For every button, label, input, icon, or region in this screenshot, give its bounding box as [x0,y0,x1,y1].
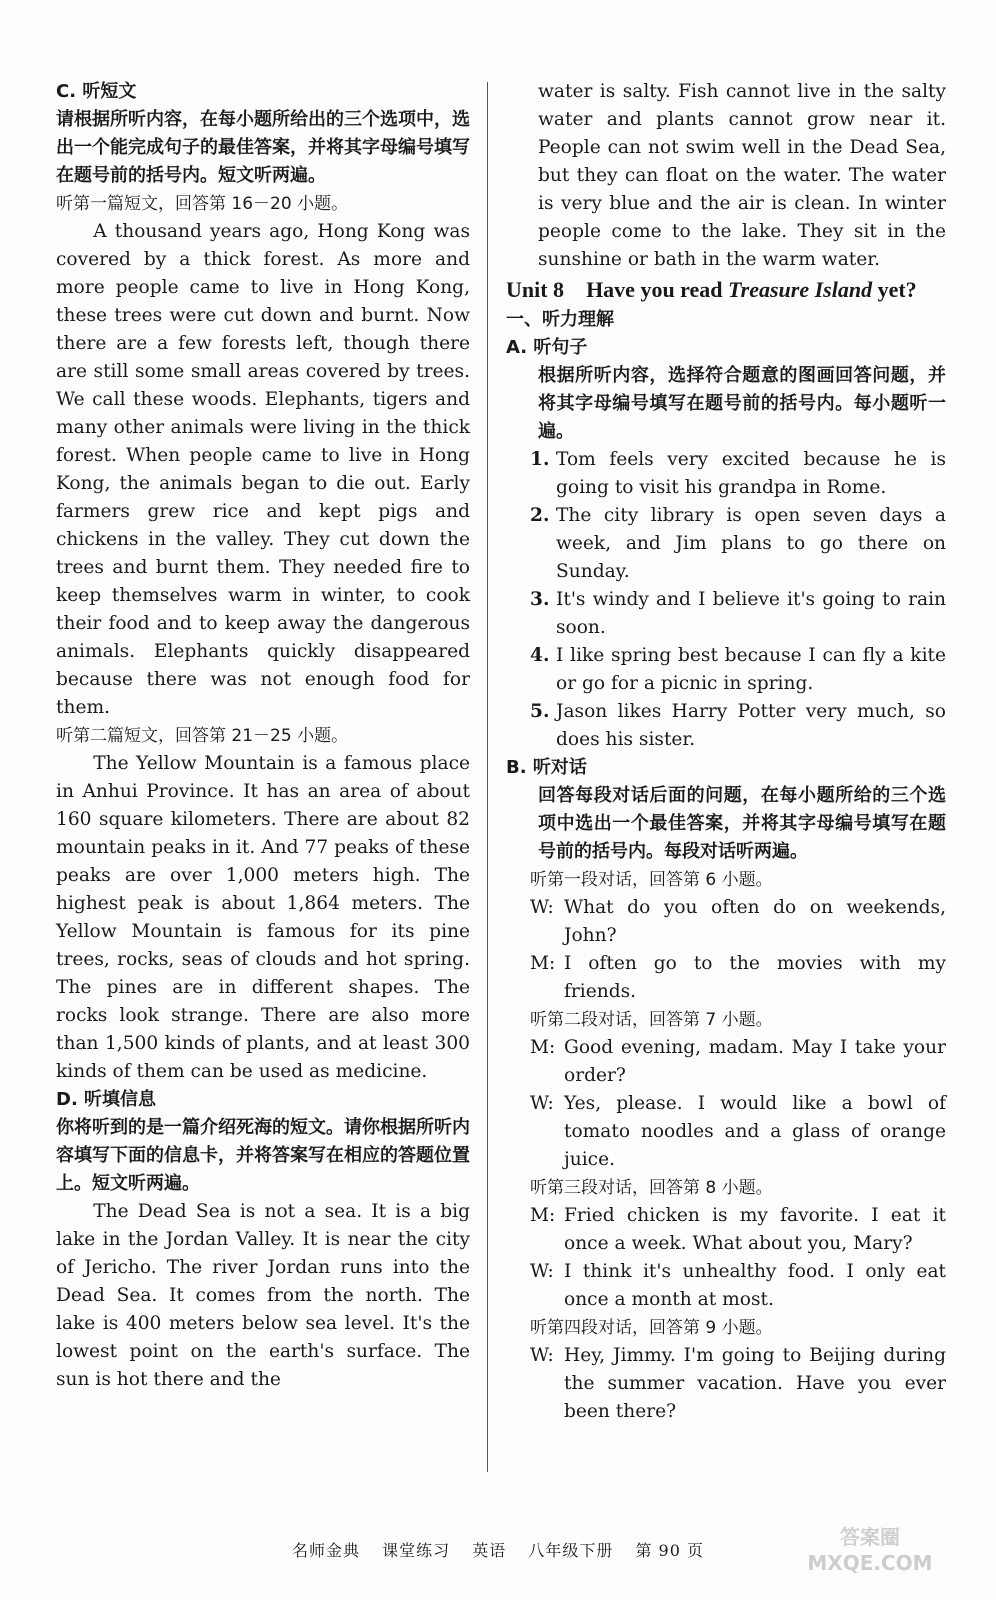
unit-title-book: Treasure Island [728,277,873,302]
list-item: 1. Tom feels very excited because he is going to visit his grandpa in Rome. [530,449,946,498]
watermark-logo [770,1518,970,1578]
unit-title [506,276,946,304]
passage2-note: 听第二篇短文，回答第 21－25 小题。 [56,726,349,746]
section-c-instruction: 请根据所听内容，在每小题所给出的三个选项中，选出一个能完成句子的最佳答案，并将其字母编号填写在题号前的括号内。短文听两遍。 [56,109,470,186]
section-c-heading: C. 听短文 [56,81,137,102]
section-d-instruction: 你将听到的是一篇介绍死海的短文。请你根据所听内容填写下面的信息卡，并将答案写在相应的答题位置上。短文听两遍。 [56,1117,470,1194]
left-column [56,78,470,1394]
right-column [506,78,946,1426]
section-a-instruction: 根据所听内容，选择符合题意的图画回答问题，并将其字母编号填写在题号前的括号内。每小题听一遍。 [538,365,946,442]
dialogues [506,866,946,1426]
dialogue-line: W: Yes, please. I would like a bowl of tomato noodles and a glass of orange juice. [530,1093,946,1170]
dialogue4-note: 听第四段对话，回答第 9 小题。 [530,1318,773,1338]
section-a-heading: A. 听句子 [506,337,588,358]
column-divider [487,82,488,1472]
unit-title-post: yet? [877,277,917,302]
watermark-line2: MXQE.COM [807,1551,933,1575]
passage-yellow-mountain: The Yellow Mountain is a famous place in Anhui Province. It has an area of about 160 square kilometers. There are about 82 mountain peaks in it. And 77 peaks of these peaks are over 1,000 meters high. The highest peak is about 1,864 meters. The Yellow Mountain is famous for its pine trees, rocks, seas of clouds and hot spring. The pines are in different shapes. The rocks look strange. There are also more than 1,500 kinds of plants, and at least 300 kinds of them can be used as medicine. [56,753,470,1082]
footer-brand: 名师金典 [292,1541,361,1560]
section-b-instruction: 回答每段对话后面的问题，在每小题所给的三个选项中选出一个最佳答案，并将其字母编号填写在题号前的括号内。每段对话听两遍。 [538,785,946,862]
section-one-heading: 一、听力理解 [506,309,614,330]
section-b-heading: B. 听对话 [506,757,587,778]
list-item: 5. Jason likes Harry Potter very much, so does his sister. [530,701,946,750]
dialogue-line: M: I often go to the movies with my friends. [530,953,946,1002]
passage1-note: 听第一篇短文，回答第 16－20 小题。 [56,194,349,214]
footer-series: 课堂练习 [382,1541,451,1560]
dialogue3-note: 听第三段对话，回答第 8 小题。 [530,1178,773,1198]
unit-title-pre: Have you read [586,277,723,302]
dialogue-line: W: Hey, Jimmy. I'm going to Beijing during the summer vacation. Have you ever been there? [530,1345,946,1422]
dialogue1-note: 听第一段对话，回答第 6 小题。 [530,870,773,890]
dialogue2-note: 听第二段对话，回答第 7 小题。 [530,1010,773,1030]
unit-label: Unit 8 [506,277,565,302]
list-item: 2. The city library is open seven days a week, and Jim plans to go there on Sunday. [530,505,946,582]
dialogue-line: W: I think it's unhealthy food. I only eat once a month at most. [530,1261,946,1310]
section-d-heading: D. 听填信息 [56,1089,157,1110]
dialogue-line: M: Good evening, madam. May I take your order? [530,1037,946,1086]
dialogue-line: W: What do you often do on weekends, John? [530,897,946,946]
section-a-items [506,446,946,754]
passage-dead-sea-part2: water is salty. Fish cannot live in the salty water and plants cannot grow near it. People can not swim well in the Dead Sea, but they can float on the water. The water is very blue and the air is clean. In winter people come to the lake. They sit in the sunshine or bath in the warm water. [538,81,946,270]
list-item: 4. I like spring best because I can fly a kite or go for a picnic in spring. [530,645,946,694]
footer-subject: 英语 [472,1541,507,1560]
watermark-line1: 答案圈 [840,1525,900,1549]
passage-dead-sea-part1: The Dead Sea is not a sea. It is a big lake in the Jordan Valley. It is near the city of Jericho. The river Jordan runs into the Dead Sea. It comes from the north. The lake is 400 meters below sea level. It's the lowest point on the earth's surface. The sun is hot there and the [56,1201,470,1390]
list-item: 3. It's windy and I believe it's going to rain soon. [530,589,946,638]
footer-grade: 八年级下册 [528,1541,614,1560]
passage-hong-kong: A thousand years ago, Hong Kong was covered by a thick forest. As more and more people came to live in Hong Kong, these trees were cut down and burnt. Now there are a few forests left, though there are still some small areas covered by trees. We call these woods. Elephants, tigers and many other animals were living in the thick forest. When people came to live in Hong Kong, the animals began to die out. Early farmers grew rice and kept pigs and chickens in the valley. They cut down the trees and burnt them. They needed fire to keep themselves warm in winter, to cook their food and to keep away the dangerous animals. Elephants quickly disappeared because there was not enough food for them. [56,221,470,718]
footer-page-number: 第 90 页 [635,1541,704,1560]
dialogue-line: M: Fried chicken is my favorite. I eat it once a week. What about you, Mary? [530,1205,946,1254]
